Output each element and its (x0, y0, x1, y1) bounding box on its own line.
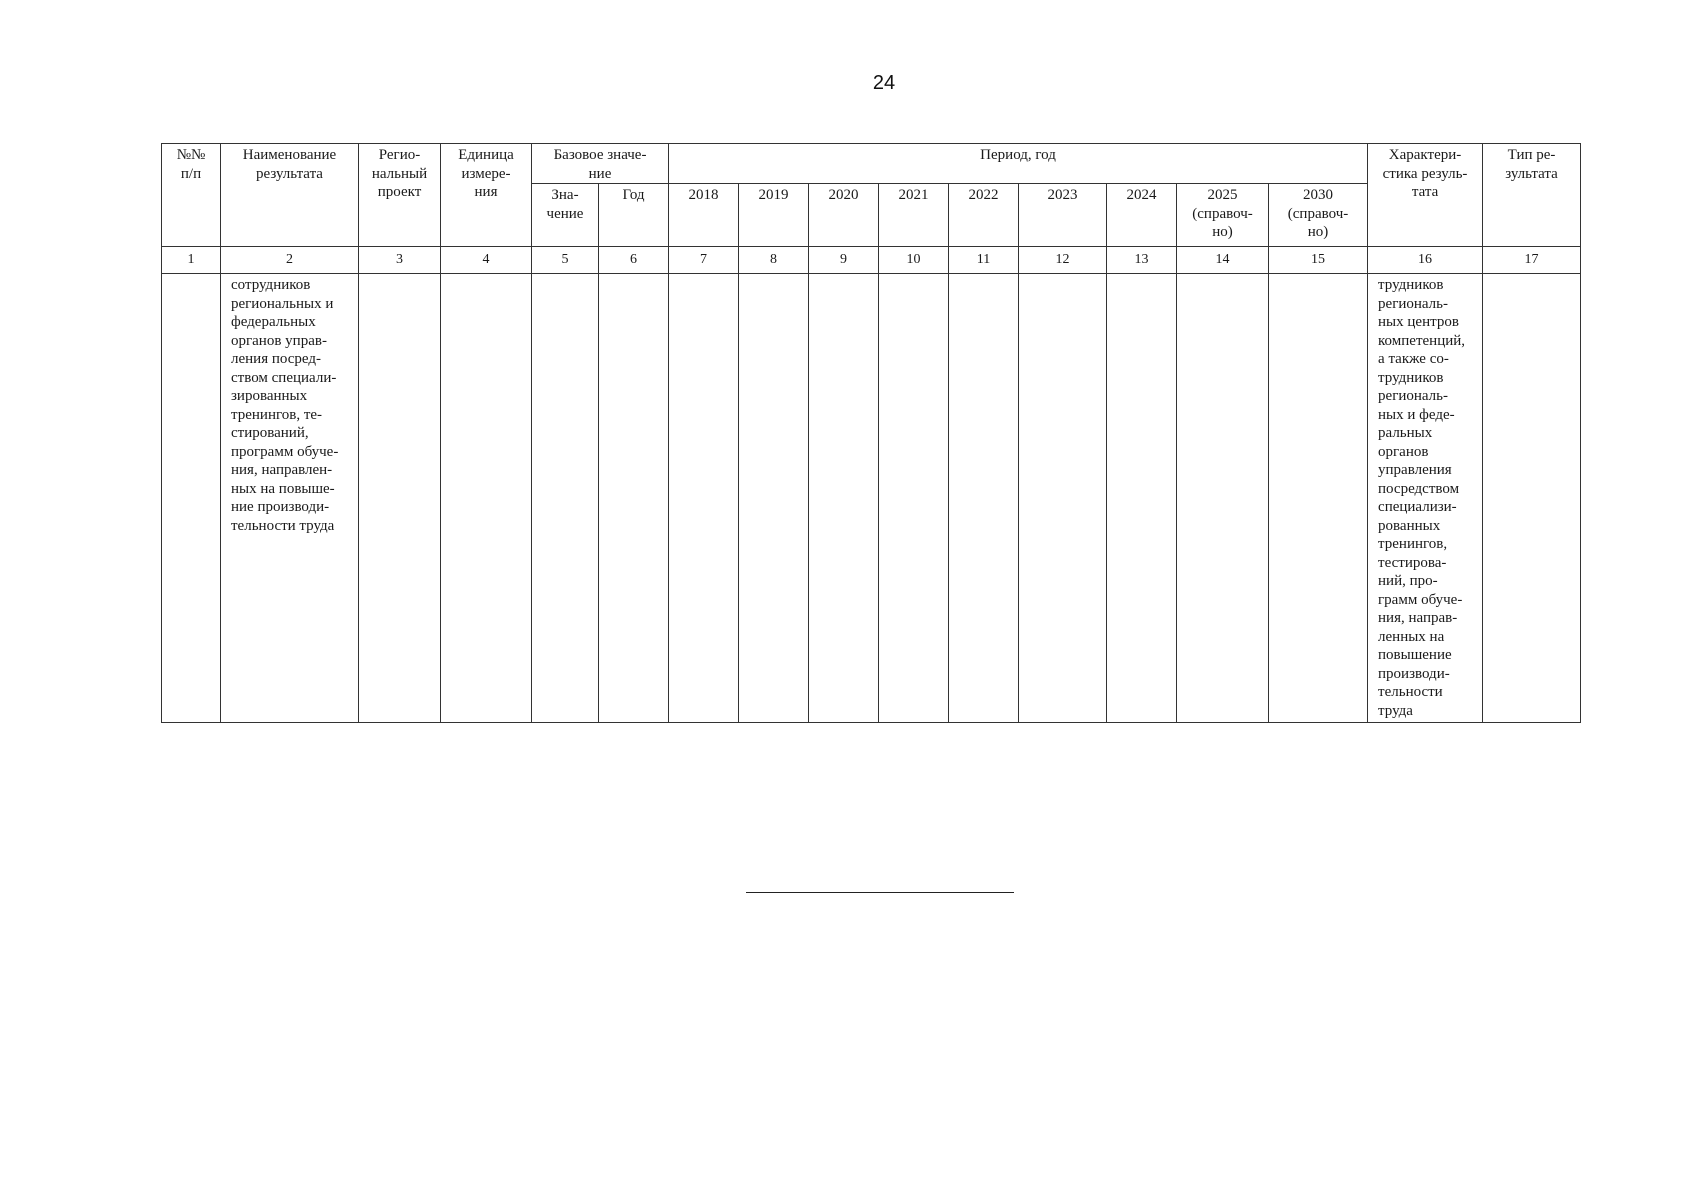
characteristic-line: тельности (1378, 684, 1443, 700)
characteristic-line: ных и феде- (1378, 406, 1455, 423)
table-row (162, 274, 1581, 723)
result-name-line: ние производи- (231, 499, 330, 515)
column-number: 9 (809, 247, 879, 274)
characteristic-line: повышение (1378, 647, 1452, 663)
characteristic-line: грамм обуче- (1378, 591, 1463, 608)
header-characteristic: Характери- стика резуль- тата (1368, 144, 1483, 247)
column-number: 17 (1483, 247, 1581, 274)
column-number: 4 (441, 247, 532, 274)
cell-characteristic (1368, 274, 1483, 723)
header-row-1 (162, 144, 1581, 184)
column-number: 1 (162, 247, 221, 274)
header-result-type: Тип ре- зультата (1483, 144, 1581, 247)
characteristic-line: специализи- (1378, 499, 1457, 515)
characteristic-line: тестирова- (1378, 554, 1447, 571)
result-name-line: федеральных (231, 314, 316, 330)
results-table (161, 143, 1581, 723)
characteristic-line: региональ- (1378, 295, 1449, 312)
cell-year-2020 (809, 274, 879, 723)
characteristic-line: рованных (1378, 517, 1441, 534)
characteristic-text (1378, 276, 1476, 720)
page-number: 24 (872, 72, 896, 94)
column-number: 15 (1269, 247, 1368, 274)
header-period-group: Период, год (669, 144, 1368, 184)
header-year-2022: 2022 (949, 184, 1019, 247)
header-year-2018: 2018 (669, 184, 739, 247)
result-name-line: сотрудников (231, 277, 311, 293)
result-name-line: ных на повыше- (231, 480, 335, 497)
cell-year-2021 (879, 274, 949, 723)
characteristic-line: трудников (1378, 277, 1444, 293)
column-number: 16 (1368, 247, 1483, 274)
result-name-line: региональных и (231, 295, 334, 312)
column-number: 14 (1177, 247, 1269, 274)
result-name-line: зированных (231, 388, 308, 404)
cell-year-2024 (1107, 274, 1177, 723)
cell-year-2030 (1269, 274, 1368, 723)
characteristic-line: ральных (1378, 425, 1433, 441)
column-number: 2 (221, 247, 359, 274)
characteristic-line: ных центров (1378, 314, 1459, 330)
cell-year-2019 (739, 274, 809, 723)
column-number: 11 (949, 247, 1019, 274)
header-regional-project: Регио- нальный проект (359, 144, 441, 247)
cell-year-2023 (1019, 274, 1107, 723)
characteristic-line: ния, направ- (1378, 610, 1458, 626)
characteristic-line: компетенций, (1378, 332, 1466, 349)
column-number-row (162, 247, 1581, 274)
cell-base-year (599, 274, 669, 723)
characteristic-line: органов (1378, 443, 1429, 460)
cell-result-name (221, 274, 359, 723)
result-name-line: ления посред- (231, 351, 321, 367)
result-name-line: органов управ- (231, 332, 327, 349)
cell-year-2018 (669, 274, 739, 723)
column-number: 10 (879, 247, 949, 274)
cell-result-type (1483, 274, 1581, 723)
header-number: №№ п/п (162, 144, 221, 247)
result-name-line: ния, направлен- (231, 462, 333, 478)
characteristic-line: а также со- (1378, 351, 1449, 367)
cell-unit (441, 274, 532, 723)
characteristic-line: трудников (1378, 369, 1444, 386)
header-year-2021: 2021 (879, 184, 949, 247)
column-number: 3 (359, 247, 441, 274)
header-year-2025: 2025 (справоч- но) (1177, 184, 1269, 247)
column-number: 7 (669, 247, 739, 274)
column-number: 12 (1019, 247, 1107, 274)
characteristic-line: региональ- (1378, 388, 1449, 404)
header-base-value: Зна- чение (532, 184, 599, 247)
result-name-line: программ обуче- (231, 443, 339, 460)
result-name-line: тельности труда (231, 517, 335, 534)
column-number: 13 (1107, 247, 1177, 274)
footer-rule (746, 892, 1014, 893)
cell-number (162, 274, 221, 723)
header-year-2030: 2030 (справоч- но) (1269, 184, 1368, 247)
header-unit: Единица измере- ния (441, 144, 532, 247)
column-number: 8 (739, 247, 809, 274)
header-year-2019: 2019 (739, 184, 809, 247)
characteristic-line: производи- (1378, 665, 1450, 682)
cell-regional-project (359, 274, 441, 723)
characteristic-line: посредством (1378, 480, 1460, 497)
characteristic-line: ленных на (1378, 628, 1445, 645)
result-name-line: ством специали- (231, 369, 337, 386)
characteristic-line: тренингов, (1378, 536, 1448, 552)
result-name-line: тренингов, те- (231, 406, 323, 423)
header-year-2023: 2023 (1019, 184, 1107, 247)
column-number: 6 (599, 247, 669, 274)
header-result-name: Наименование результата (221, 144, 359, 247)
header-year-2024: 2024 (1107, 184, 1177, 247)
characteristic-line: ний, про- (1378, 573, 1438, 589)
header-year-2020: 2020 (809, 184, 879, 247)
column-number: 5 (532, 247, 599, 274)
result-name-line: стирований, (231, 425, 309, 441)
header-base-year: Год (599, 184, 669, 247)
cell-year-2022 (949, 274, 1019, 723)
cell-year-2025 (1177, 274, 1269, 723)
result-name-text (231, 276, 352, 535)
cell-base-value (532, 274, 599, 723)
characteristic-line: управления (1378, 462, 1452, 478)
header-base-value-group: Базовое значе- ние (532, 144, 669, 184)
characteristic-line: труда (1378, 702, 1413, 719)
